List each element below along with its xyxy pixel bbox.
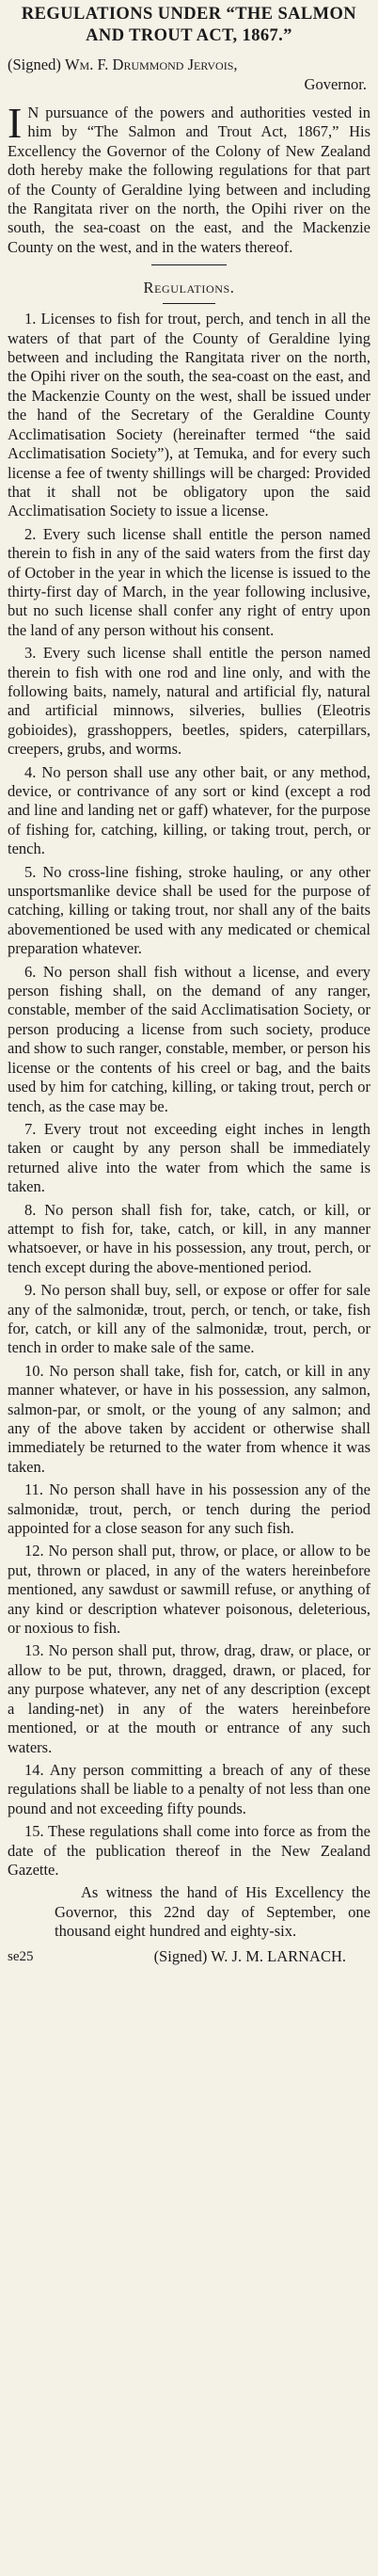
regulation-14: 14. Any person committing a breach of any of these regulations shall be liable to a penalty of not less than one pound and not exceeding fifty pounds. [8,1760,370,1817]
regulation-6: 6. No person shall fish without a license, and every person fishing shall, on the demand of any ranger, constable, member of the said Acclimatisation Society, or person producing a license from such society, produce and show to such ranger, constable, member, or person his license or the contents of his creel or bag, and the baits used by him for catching, killing, or taking trout, perch or tench, as the case may be. [8,962,370,1115]
governor-signature [8,55,370,94]
drop-cap: I [8,99,23,147]
section-divider [163,303,215,304]
article-footer [8,1947,370,1966]
signed-prefix: (Signed) [8,56,61,73]
regulation-7: 7. Every trout not exceeding eight inches in length taken or caught by any person shall be immediately returned alive into the water from which the same is taken. [8,1119,370,1196]
regulation-8: 8. No person shall fish for, take, catch, or kill, or attempt to fish for, take, catch, or kill, in any manner whatsoever, or have in his possession, any trout, perch, or tench except during the above-mentioned period. [8,1200,370,1276]
regulation-9: 9. No person shall buy, sell, or expose or offer for sale any of the salmonidæ, trout, perch, or tench, or take, fish for, catch, or kill any of the salmonidæ, trout, perch, or tench in order to make sale of the same. [8,1281,370,1357]
governor-title: Governor. [304,75,367,93]
article-headline: REGULATIONS UNDER “THE SALMON AND TROUT ACT, 1867.” [21,5,357,45]
regulation-10: 10. No person shall take, fish for, catch, or kill in any manner whatever, or have in his possession, any salmon, salmon-par, or smolt, or the young of any salmon; and any of the above taken by accident or otherwise shall immediately be returned to the water from whence it was taken. [8,1361,370,1476]
regulation-5: 5. No cross-line fishing, stroke hauling, or any other unsportsmanlike device shall be used for the purpose of catching, killing or taking trout, nor shall any of the baits abovementioned be used with any medicated or chemical preparation whatever. [8,862,370,958]
regulation-12: 12. No person shall put, throw, or place, or allow to be put, thrown or placed, in any of the waters hereinbefore mentioned, any sawdust or sawmill refuse, or anything of any kind or description whatever poisonous, deleterious, or noxious to fish. [8,1542,370,1638]
witness-clause: As witness the hand of His Excellency the Governor, this 22nd day of September, one thousand eight hundred and eighty-six. [55,1883,370,1941]
regulation-13: 13. No person shall put, throw, drag, draw, or place, or allow to be put, thrown, dragged, drawn, or placed, for any purpose whatever, any net of any description (except a landing-net) in any of the waters hereinbefore mentioned, or at the mouth or entrance of any such waters. [8,1641,370,1756]
regulation-1: 1. Licenses to fish for trout, perch, and tench in all the waters of that part of the County of Geraldine lying between and including the Rangitata river on the north, the Opihi river on the south, the sea-coast on the east, and the Mackenzie County on the west, shall be issued under the hand of the Secretary of the Geraldine County Acclimatisation Society (hereinafter termed “the said Acclimatisation Society”), at Temuka, and for every such license a fee of twenty shillings will be charged: Provided that it shall not be obligatory upon the said Acclimatisation Society to issue a license. [8,310,370,520]
preamble-text: N pursuance of the powers and authorities vested in him by “The Salmon and Trout Act, 1867,” His Excellency the Governor of the Colony of New Zealand doth hereby make the following regulations for that part of the County of Geraldine lying between and including the Rangitata river on the north, the Opihi river on the south, the sea-coast on the east, and the Mackenzie County on the west, and in the waters thereof. [8,104,370,256]
regulation-2: 2. Every such license shall entitle the person named therein to fish in any of the said waters from the first day of October in the year in which the license is issued to the thirty-first day of March, in the year following inclusive, but no such license shall confer any right of entry upon the land of any person without his consent. [8,524,370,639]
regulation-11: 11. No person shall have in his possession any of the salmonidæ, trout, perch, or tench during the period appointed for a close season for any such fish. [8,1480,370,1538]
regulation-4: 4. No person shall use any other bait, or any method, device, or contrivance of any sort or kind (except a rod and line and landing net or gaff) whatever, for the purpose of fishing for, catching, killing, or taking trout, perch, or tench. [8,762,370,858]
insertion-code: se25 [8,1948,34,1964]
regulation-15: 15. These regulations shall come into force as from the date of the publication thereof in the New Zealand Gazette. [8,1822,370,1879]
section-heading: Regulations. [143,279,235,297]
regulation-3: 3. Every such license shall entitle the person named therein to fish with one rod and line only, and with the following baits, namely, natural and artificial fly, natural and artificial minnows, silveries, bullies (Eleotris gobioides), grasshoppers, beetles, spiders, caterpillars, creepers, grubs, and worms. [8,644,370,759]
governor-name: Wm. F. Drummond Jervois, [64,56,238,73]
divider-rule [151,264,227,265]
minister-signature: (Signed) W. J. M. LARNACH. [153,1946,346,1965]
preamble-paragraph [8,99,370,257]
